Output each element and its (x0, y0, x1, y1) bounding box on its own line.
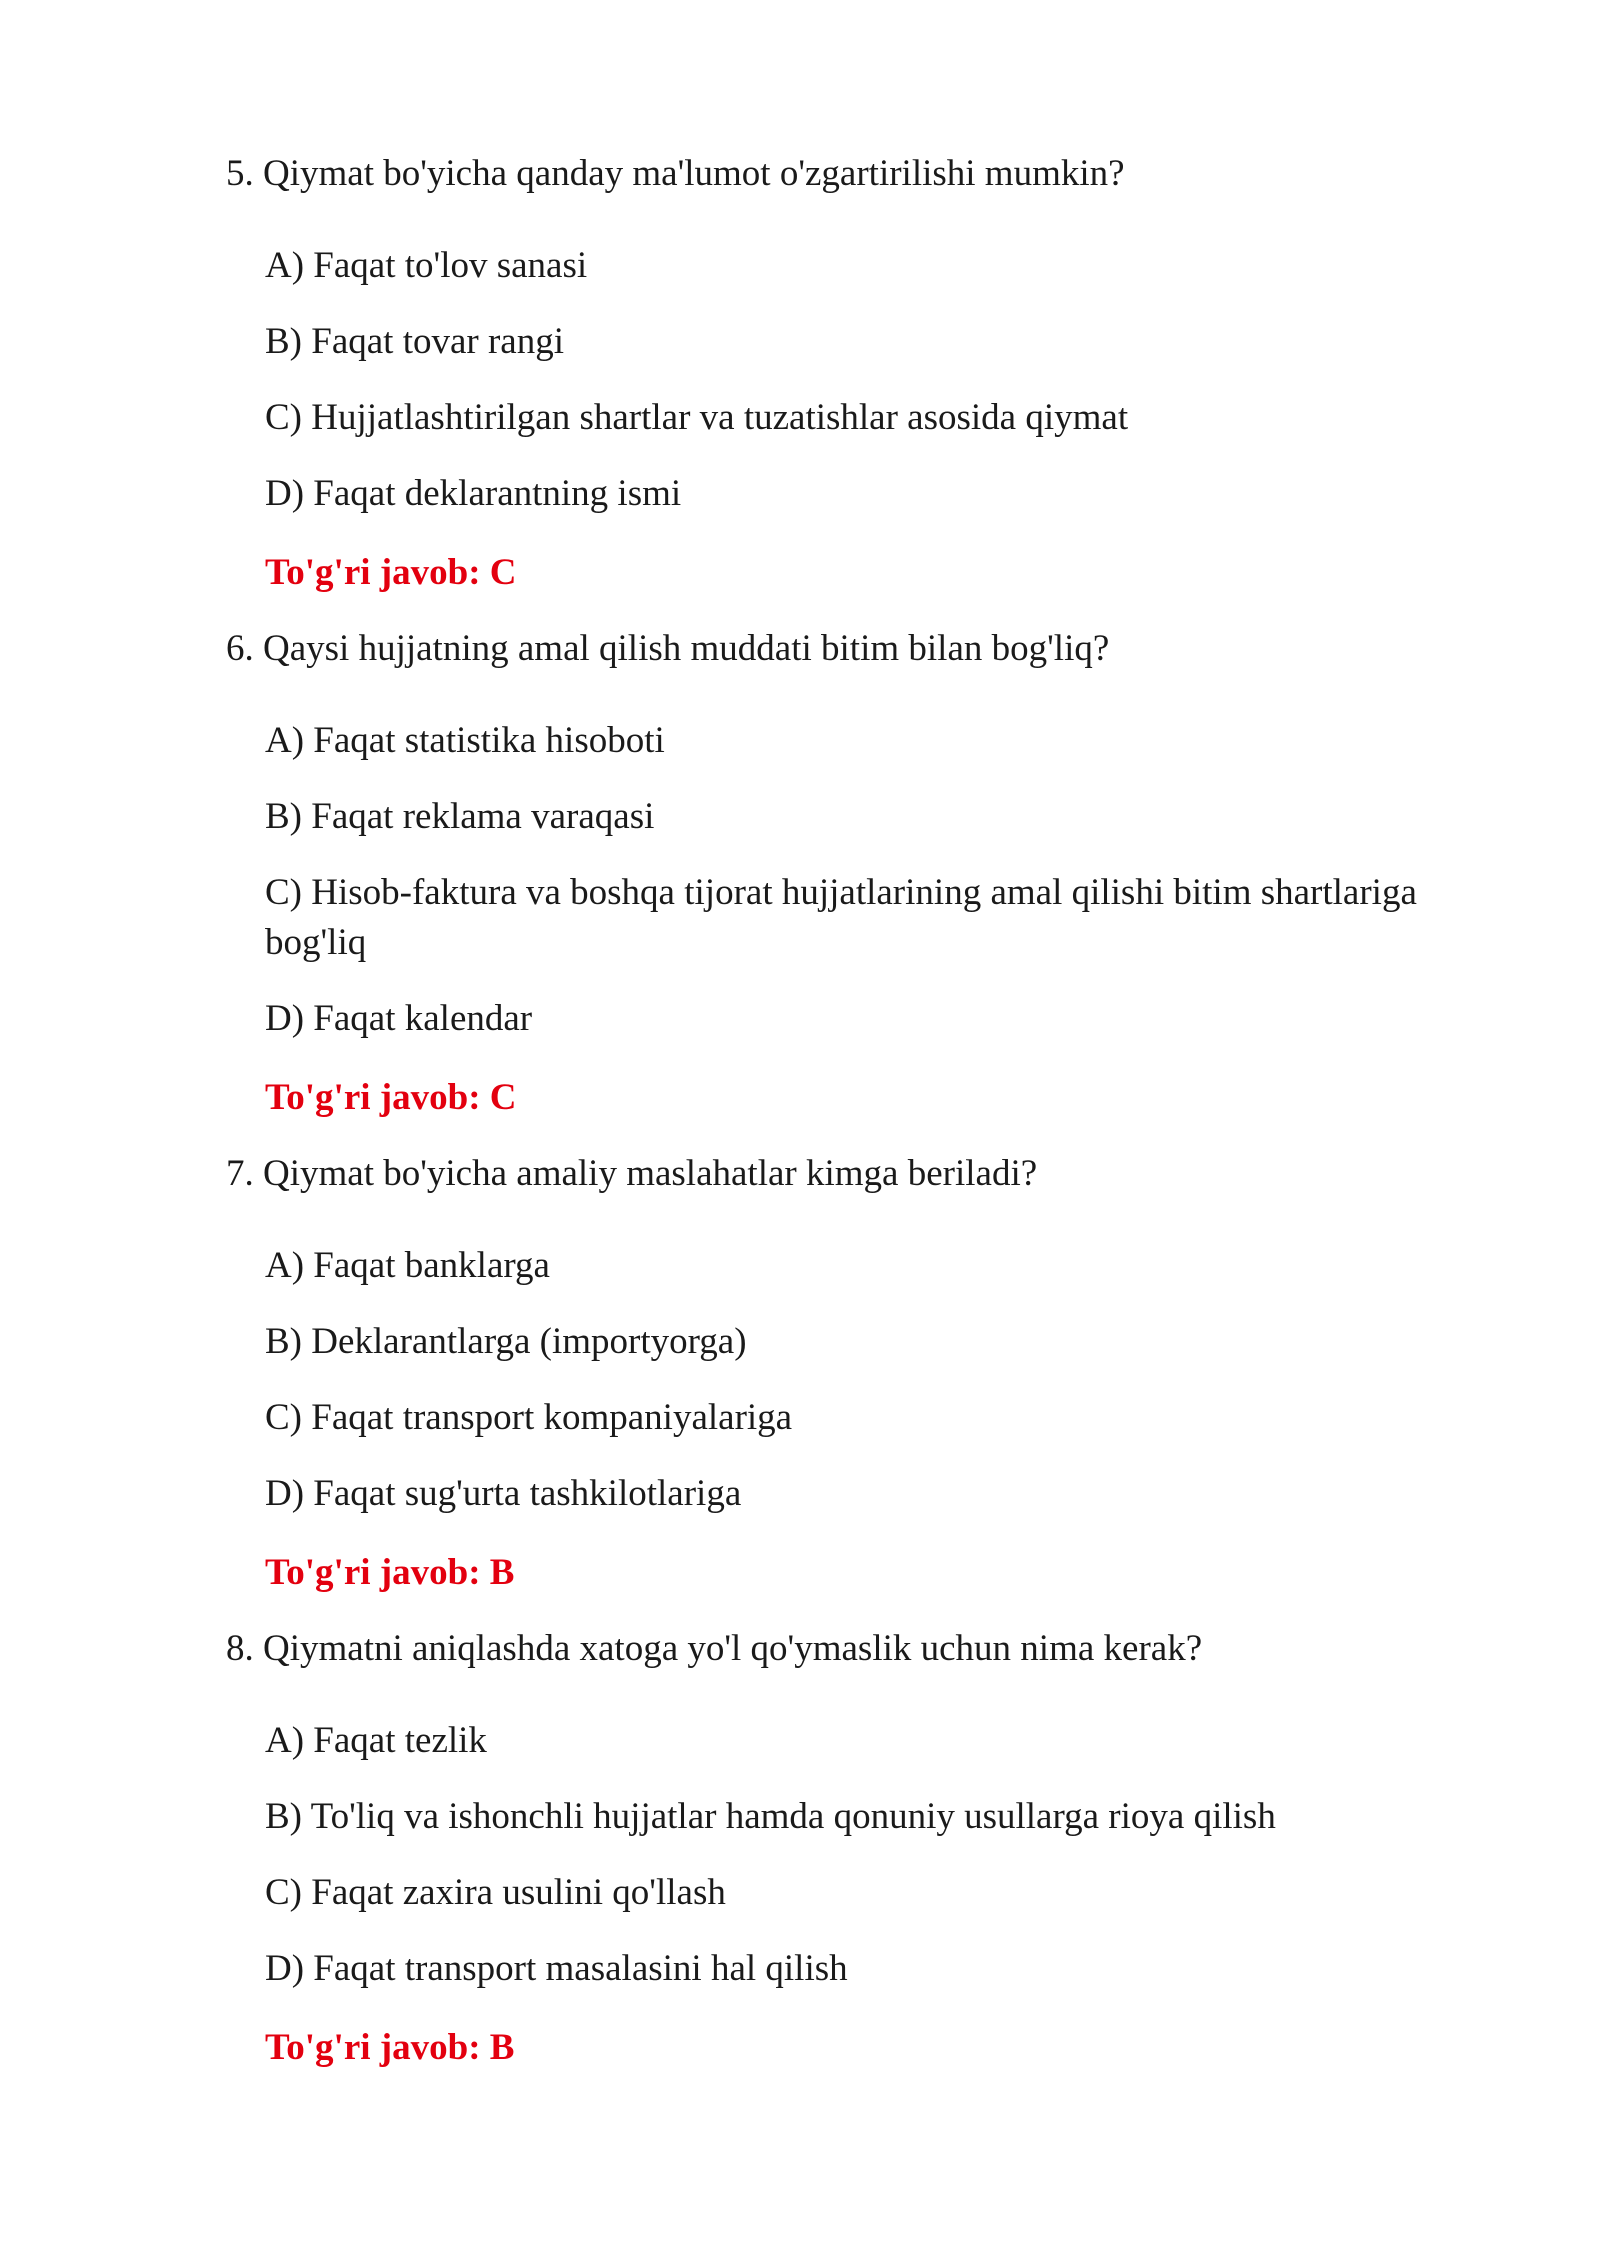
question-text: 6. Qaysi hujjatning amal qilish muddati bitim bilan bog'liq? (226, 628, 1110, 669)
option-c: C) Faqat zaxira usulini qo'llash (265, 1872, 726, 1913)
option-c: C) Hujjatlashtirilgan shartlar va tuzatishlar asosida qiymat (265, 397, 1129, 438)
option-b: B) Faqat reklama varaqasi (265, 796, 655, 837)
option-a: A) Faqat statistika hisoboti (265, 720, 665, 761)
question-text: 7. Qiymat bo'yicha amaliy maslahatlar kimga beriladi? (226, 1153, 1038, 1194)
option-a: A) Faqat tezlik (265, 1720, 487, 1761)
option-b: B) Deklarantlarga (importyorga) (265, 1321, 747, 1362)
option-b: B) Faqat tovar rangi (265, 321, 564, 362)
question-text: 5. Qiymat bo'yicha qanday ma'lumot o'zgartirilishi mumkin? (226, 153, 1125, 194)
correct-answer: To'g'ri javob: B (265, 1552, 515, 1593)
correct-answer: To'g'ri javob: B (265, 2027, 515, 2068)
option-c: C) Faqat transport kompaniyalariga (265, 1397, 793, 1438)
correct-answer: To'g'ri javob: C (265, 552, 517, 593)
option-d: D) Faqat transport masalasini hal qilish (265, 1948, 848, 1989)
option-d: D) Faqat deklarantning ismi (265, 473, 682, 514)
correct-answer: To'g'ri javob: C (265, 1077, 517, 1118)
option-d: D) Faqat sug'urta tashkilotlariga (265, 1473, 742, 1514)
option-c: C) Hisob-faktura va boshqa tijorat hujjatlarining amal qilishi bitim shartlariga bog'liq (265, 872, 1417, 963)
option-b: B) To'liq va ishonchli hujjatlar hamda qonuniy usullarga rioya qilish (265, 1796, 1276, 1837)
question-text: 8. Qiymatni aniqlashda xatoga yo'l qo'ymaslik uchun nima kerak? (226, 1628, 1203, 1669)
option-a: A) Faqat to'lov sanasi (265, 245, 588, 286)
option-d: D) Faqat kalendar (265, 998, 533, 1039)
option-a: A) Faqat banklarga (265, 1245, 550, 1286)
